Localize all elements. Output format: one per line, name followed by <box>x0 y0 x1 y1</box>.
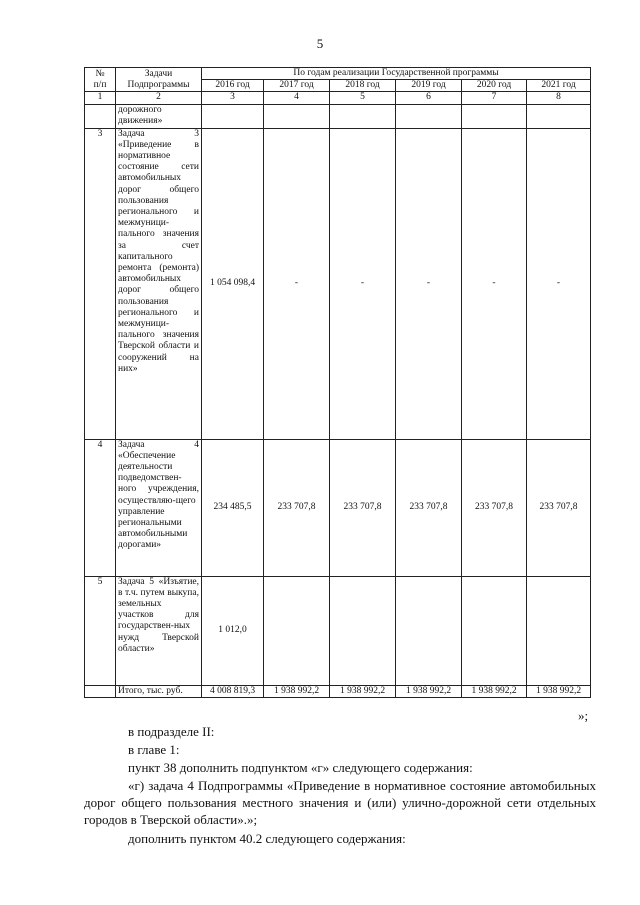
value-cell: - <box>462 128 527 439</box>
header-years-group: По годам реализации Государственной программы <box>202 68 591 80</box>
paragraph-point-40-2: дополнить пунктом 40.2 следующего содержания: <box>128 831 406 846</box>
header-num-line1: № <box>95 68 105 79</box>
header-year-2019: 2019 год <box>396 80 462 92</box>
header-num-line2: п/п <box>93 79 107 90</box>
total-row <box>85 685 591 697</box>
paragraph-subsection: в подразделе II: <box>128 724 215 739</box>
paragraph-subpoint-g: «г) задача 4 Подпрограммы «Приведение в нормативное состояние автомобильных дорог общего пользования местного значения и (или) улично-дорожной сети отдельных городов в Тверской области».»; <box>84 778 596 827</box>
value-cell <box>396 104 462 128</box>
row-task: Задача 5 «Изъятие, в т.ч. путем выкупа, земельных участков для государствен-ных нужд Тверской области» <box>116 576 202 685</box>
header-row-1 <box>85 68 591 80</box>
total-value: 1 938 992,2 <box>396 685 462 697</box>
value-cell: 233 707,8 <box>330 439 396 576</box>
header-year-2018: 2018 год <box>330 80 396 92</box>
value-cell: - <box>396 128 462 439</box>
row-num: 4 <box>85 439 116 576</box>
value-cell: 233 707,8 <box>527 439 591 576</box>
value-cell: - <box>264 128 330 439</box>
table-row <box>85 439 591 576</box>
value-cell: 233 707,8 <box>396 439 462 576</box>
table-row <box>85 576 591 685</box>
total-label: Итого, тыс. руб. <box>116 685 202 697</box>
table-row <box>85 104 591 128</box>
header-num <box>85 68 116 92</box>
value-cell <box>527 576 591 685</box>
value-cell <box>527 104 591 128</box>
value-cell <box>330 104 396 128</box>
total-num <box>85 685 116 697</box>
row-task: Задача 3 «Приведение в нормативное состояние сети автомобильных дорог общего пользования регионального и межмуници-пального значения за счет капитального ремонта (ремонта) автомобильных дорог общего пользования регионального и межмуници-пального значения Тверской области и сооружений на них» <box>116 128 202 439</box>
row-num: 3 <box>85 128 116 439</box>
header-year-2020: 2020 год <box>462 80 527 92</box>
total-value: 1 938 992,2 <box>527 685 591 697</box>
total-value: 1 938 992,2 <box>264 685 330 697</box>
value-cell <box>202 104 264 128</box>
total-value: 1 938 992,2 <box>462 685 527 697</box>
row-task: Задача 4 «Обеспечение деятельности подведомствен-ного учреждения, осуществляю-щего управление региональными автомобильными дорогами» <box>116 439 202 576</box>
value-cell: - <box>330 128 396 439</box>
value-cell: - <box>527 128 591 439</box>
value-cell: 1 012,0 <box>202 576 264 685</box>
col-number: 7 <box>462 92 527 104</box>
row-num <box>85 104 116 128</box>
value-cell: 1 054 098,4 <box>202 128 264 439</box>
col-number: 1 <box>85 92 116 104</box>
value-cell <box>462 576 527 685</box>
value-cell <box>396 576 462 685</box>
value-cell: 233 707,8 <box>462 439 527 576</box>
total-value: 1 938 992,2 <box>330 685 396 697</box>
page-number: 5 <box>316 36 324 51</box>
value-cell <box>264 104 330 128</box>
header-year-2016: 2016 год <box>202 80 264 92</box>
paragraph-chapter: в главе 1: <box>128 742 180 757</box>
col-number: 3 <box>202 92 264 104</box>
closing-quote: »; <box>578 708 589 723</box>
col-number: 5 <box>330 92 396 104</box>
row-task: дорожного движения» <box>116 104 202 128</box>
value-cell <box>330 576 396 685</box>
header-year-2021: 2021 год <box>527 80 591 92</box>
column-number-row <box>85 92 591 104</box>
col-number: 8 <box>527 92 591 104</box>
col-number: 4 <box>264 92 330 104</box>
value-cell <box>264 576 330 685</box>
header-year-2017: 2017 год <box>264 80 330 92</box>
header-task-line1: Задачи <box>144 68 173 79</box>
header-task <box>116 68 202 92</box>
col-number: 2 <box>116 92 202 104</box>
value-cell: 233 707,8 <box>264 439 330 576</box>
col-number: 6 <box>396 92 462 104</box>
header-task-line2: Подпрограммы <box>127 79 190 90</box>
value-cell: 234 485,5 <box>202 439 264 576</box>
table-row <box>85 128 591 439</box>
value-cell <box>462 104 527 128</box>
row-num: 5 <box>85 576 116 685</box>
total-value: 4 008 819,3 <box>202 685 264 697</box>
paragraph-point-38: пункт 38 дополнить подпунктом «г» следующего содержания: <box>128 760 473 775</box>
program-table <box>84 67 591 698</box>
